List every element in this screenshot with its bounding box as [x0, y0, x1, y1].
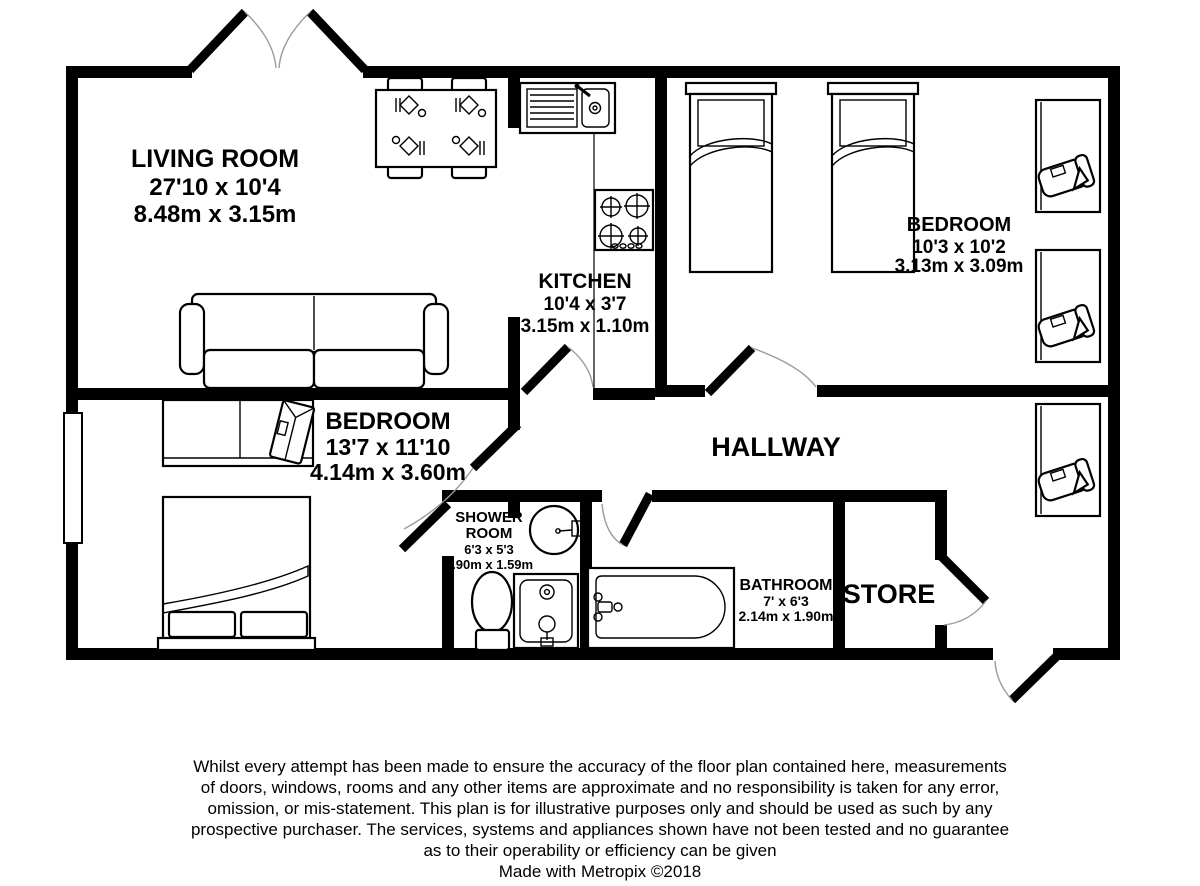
top-bedroom-door	[708, 348, 816, 393]
label-bedroom-left	[310, 408, 466, 485]
kitchen-imperial: 10'4 x 3'7	[543, 294, 627, 315]
desk-chair-unit-1	[1036, 100, 1100, 212]
disclaimer-line-2: of doors, windows, rooms and any other items are approximate and no responsibility is taken for any error,	[200, 778, 1000, 797]
hallway-name: HALLWAY	[711, 432, 841, 462]
disclaimer-line-1: Whilst every attempt has been made to ensure the accuracy of the floor plan contained here, measurements	[193, 757, 1007, 776]
desk-chair-unit-2	[1036, 250, 1100, 362]
double-bed	[158, 497, 315, 650]
bathroom-door	[602, 494, 650, 545]
shower-basin	[530, 506, 581, 554]
kitchen-door	[524, 347, 593, 392]
shower-name-2: ROOM	[465, 525, 513, 542]
entrance-door	[995, 656, 1057, 700]
store-name: STORE	[842, 579, 936, 609]
disclaimer	[191, 757, 1009, 881]
kitchen-name: KITCHEN	[538, 270, 632, 293]
bedroom-top-metric: 3.13m x 3.09m	[894, 256, 1024, 277]
bedroom-top-imperial: 10'3 x 10'2	[912, 237, 1006, 258]
label-bedroom-top	[895, 214, 1024, 277]
living-room-name: LIVING ROOM	[130, 145, 300, 173]
disclaimer-line-4: prospective purchaser. The services, systems and appliances shown have not been tested and no guarantee	[190, 820, 1010, 839]
bathroom-metric: 2.14m x 1.90m	[738, 608, 834, 624]
label-bathroom	[739, 577, 834, 624]
shower-name-1: SHOWER	[455, 509, 523, 526]
sofa	[180, 294, 448, 388]
bedroom-left-name: BEDROOM	[325, 408, 451, 435]
entry-french-doors	[190, 12, 365, 70]
label-store	[843, 579, 936, 609]
living-room-imperial: 27'10 x 10'4	[149, 174, 281, 201]
disclaimer-line-3: omission, or mis-statement. This plan is for illustrative purposes only and should be used as such by any	[207, 799, 993, 818]
label-shower-room	[445, 509, 533, 572]
kitchen-sink	[520, 83, 615, 133]
wardrobe	[163, 400, 315, 466]
single-bed-2	[828, 83, 918, 272]
metropix-credit: Made with Metropix ©2018	[498, 862, 702, 881]
hob	[595, 190, 653, 250]
bedroom-top-name: BEDROOM	[906, 214, 1012, 236]
bedroom-left-metric: 4.14m x 3.60m	[309, 459, 467, 485]
dining-table-set	[376, 78, 496, 178]
single-bed-1	[686, 83, 776, 272]
bathroom-name: BATHROOM	[739, 577, 833, 594]
desk-chair-unit-3	[1036, 404, 1100, 516]
bedroom-left-imperial: 13'7 x 11'10	[325, 434, 451, 460]
disclaimer-line-5: as to their operability or efficiency can be given	[423, 841, 777, 860]
shower-imperial: 6'3 x 5'3	[464, 542, 514, 557]
bathtub	[588, 568, 734, 648]
shower-tray	[514, 574, 578, 648]
toilet	[472, 572, 512, 650]
store-door	[941, 556, 986, 625]
label-kitchen	[521, 270, 650, 337]
window-left-bedroom	[64, 413, 82, 543]
kitchen-metric: 3.15m x 1.10m	[520, 316, 650, 337]
shower-metric: 1.90m x 1.59m	[444, 557, 534, 572]
label-hallway	[711, 432, 841, 462]
living-room-metric: 8.48m x 3.15m	[133, 201, 297, 228]
label-living-room	[131, 145, 299, 228]
bathroom-imperial: 7' x 6'3	[763, 593, 809, 609]
